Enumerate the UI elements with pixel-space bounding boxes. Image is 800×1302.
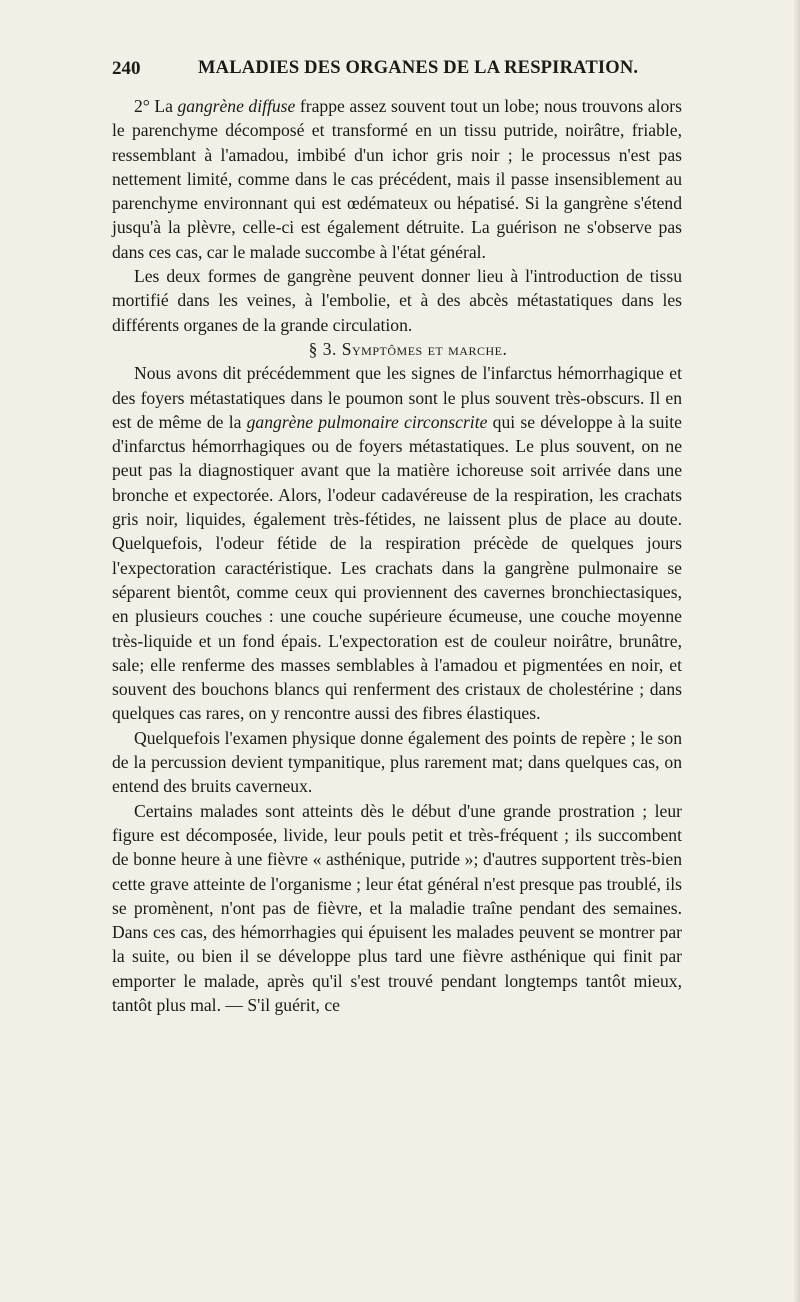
paragraph-diffuse-gangrene <box>112 94 682 264</box>
paragraph-symptoms <box>112 361 682 725</box>
paragraph-physical-exam: Quelquefois l'examen physique donne également des points de repère ; le son de la percussion devient tympanitique, plus rarement mat; dans quelques cas, on entend des bruits caverneux. <box>112 727 682 797</box>
paragraph-body: frappe assez souvent tout un lobe; nous trouvons alors le parenchyme décomposé et transformé en un tissu putride, noirâtre, friable, ressemblant à l'amadou, imbibé d'un ichor gris noir ; le processus n'est pas nettement limité, comme dans le cas précédent, mais il passe insensiblement au parenchyme environnant qui est œdémateux ou hépatisé. Si la gangrène s'étend jusqu'à la plèvre, celle-ci est également détruite. La guérison ne s'observe pas dans ces cas, car le malade succombe à l'état général. <box>112 96 683 262</box>
page-edge-shadow <box>793 0 800 1302</box>
paragraph-body: qui se développe à la suite d'infarctus hémorrhagiques ou de foyers métastatiques. Le plus souvent, on ne peut pas la diagnostiquer avant que la matière ichoreuse soit arrivée dans une bronche et expectorée. Alors, l'odeur cadavéreuse de la respiration, les crachats gris noir, liquides, également très-fétides, ne laissent plus de place au doute. Quelquefois, l'odeur fétide de la respiration précède de quelques jours l'expectoration caractéristique. Les crachats dans la gangrène pulmonaire se séparent bientôt, comme ceux qui proviennent des cavernes bronchiectasiques, en plusieurs couches : une couche supérieure écumeuse, une couche moyenne très-liquide et un fond épais. L'expectoration est de couleur noirâtre, brunâtre, sale; elle renferme des masses semblables à l'amadou et pigmentées en noir, et souvent des bouchons blancs qui renferment des cristaux de cholestérine ; dans quelques cas rares, on y rencontre aussi des fibres élastiques. <box>112 411 682 724</box>
paragraph-course: Certains malades sont atteints dès le début d'une grande prostration ; leur figure est décomposée, livide, leur pouls petit et très-fréquent ; ils succombent de bonne heure à une fièvre « asthénique, putride »; d'autres supportent très-bien cette grave atteinte de l'organisme ; leur état général n'est presque pas troublé, ils se promènent, n'ont pas de fièvre, et la maladie traîne pendant des semaines. Dans ces cas, des hémorrhagies qui épuisent les malades peuvent se montrer par la suite, ou bien il se développe plus tard une fièvre asthénique qui finit par emporter le malade, après qu'il s'est trouvé pendant longtemps tantôt mieux, tantôt plus mal. — S'il guérit, ce <box>112 800 682 1015</box>
section-title: Symptômes et marche. <box>341 338 508 359</box>
italic-term: gangrène pulmonaire circonscrite <box>246 411 488 432</box>
italic-term: gangrène diffuse <box>177 96 296 116</box>
paragraph-embolism: Les deux formes de gangrène peuvent donner lieu à l'introduction de tissu mortifié dans les veines, à l'embolie, et à des abcès métastatiques dans les différents organes de la grande circulation. <box>112 266 682 335</box>
paragraph-lead: Nous avons dit précédemment que les signes de l'infarctus hémorrhagique et des foyers métastatiques dans le poumon sont le plus souvent très-obscurs. Il en est de même de la <box>112 363 682 432</box>
section-heading <box>112 337 682 361</box>
body-text <box>112 94 682 1017</box>
paragraph-lead: 2° La <box>134 96 178 116</box>
section-number: § 3. <box>308 338 337 359</box>
page-number: 240 <box>112 58 141 79</box>
running-title: MALADIES DES ORGANES DE LA RESPIRATION. <box>198 58 639 78</box>
page-header <box>112 58 682 88</box>
